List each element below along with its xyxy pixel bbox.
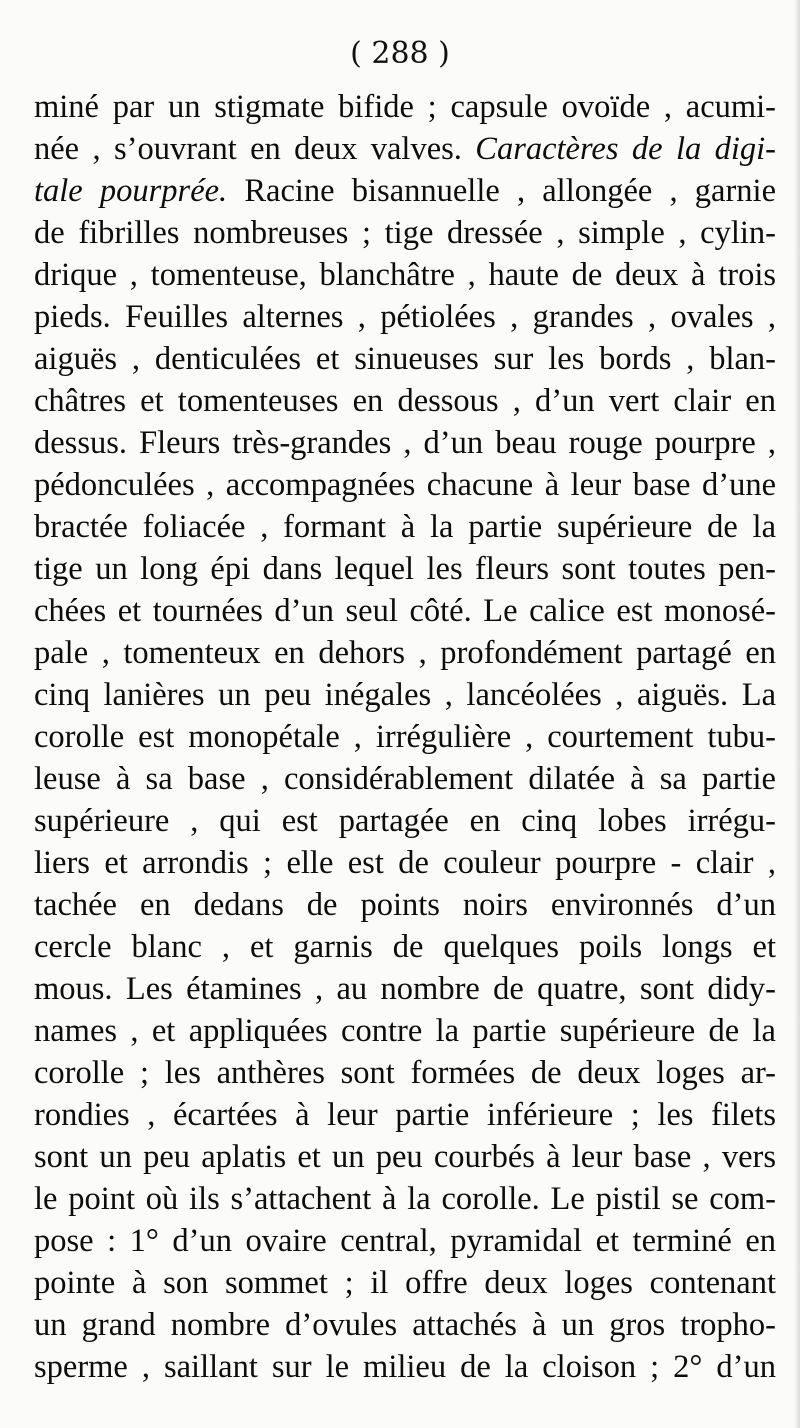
text-segment: drique , tomenteuse, blanchâtre , haute de deux à trois [34, 257, 776, 293]
text-line [34, 1010, 776, 1052]
text-segment: rondies , écartées à leur partie inférieure ; les filets [34, 1097, 776, 1133]
text-segment: names , et appliquées contre la partie supérieure de la [34, 1013, 776, 1049]
text-line [34, 1136, 776, 1178]
text-segment: Racine bisannuelle , allongée , garnie [227, 173, 776, 209]
text-line [34, 1304, 776, 1346]
text-segment: aiguës , denticulées et sinueuses sur les bords , blan- [34, 341, 776, 377]
text-segment: dessus. Fleurs très-grandes , d’un beau rouge pourpre , [34, 425, 776, 461]
text-line [34, 212, 776, 254]
text-segment: née , s’ouvrant en deux valves. [34, 131, 476, 167]
page-number: ( 288 ) [350, 36, 450, 71]
text-segment: corolle est monopétale , irrégulière , courtement tubu- [34, 719, 776, 755]
text-line [34, 842, 776, 884]
italic-text-segment: Caractères de la digi- [475, 131, 776, 167]
text-segment: liers et arrondis ; elle est de couleur pourpre - clair , [34, 845, 776, 881]
text-line [34, 464, 776, 506]
text-line [34, 380, 776, 422]
italic-text-segment: tale pourprée. [34, 173, 228, 209]
text-segment: supérieure , qui est partagée en cinq lobes irrégu- [34, 803, 776, 839]
text-line [34, 1262, 776, 1304]
text-line [34, 968, 776, 1010]
body-text [34, 86, 776, 1388]
text-segment: pieds. Feuilles alternes , pétiolées , grandes , ovales , [34, 299, 776, 335]
text-segment: le point où ils s’attachent à la corolle. Le pistil se com- [34, 1181, 776, 1217]
text-line [34, 296, 776, 338]
text-segment: mous. Les étamines , au nombre de quatre, sont didy- [34, 971, 776, 1007]
text-segment: tige un long épi dans lequel les fleurs sont toutes pen- [34, 551, 776, 587]
text-segment: cinq lanières un peu inégales , lancéolées , aiguës. La [34, 677, 776, 713]
text-line [34, 674, 776, 716]
text-line [34, 128, 776, 170]
text-segment: sperme , saillant sur le milieu de la cloison ; 2° d’un [34, 1349, 776, 1385]
text-line [34, 1052, 776, 1094]
text-line [34, 422, 776, 464]
text-line [34, 716, 776, 758]
text-line [34, 926, 776, 968]
text-segment: pose : 1° d’un ovaire central, pyramidal et terminé en [34, 1223, 776, 1259]
text-line [34, 254, 776, 296]
text-line [34, 506, 776, 548]
text-segment: un grand nombre d’ovules attachés à un gros tropho- [34, 1307, 776, 1343]
text-segment: pale , tomenteux en dehors , profondément partagé en [34, 635, 776, 671]
text-segment: pédonculées , accompagnées chacune à leur base d’une [34, 467, 776, 503]
text-line [34, 1094, 776, 1136]
text-segment: chées et tournées d’un seul côté. Le calice est monosé- [34, 593, 776, 629]
text-segment: sont un peu aplatis et un peu courbés à leur base , vers [34, 1139, 776, 1175]
text-line [34, 548, 776, 590]
text-segment: bractée foliacée , formant à la partie supérieure de la [34, 509, 776, 545]
text-line [34, 590, 776, 632]
text-segment: leuse à sa base , considérablement dilatée à sa partie [34, 761, 776, 797]
text-segment: pointe à son sommet ; il offre deux loges contenant [34, 1265, 776, 1301]
text-line [34, 884, 776, 926]
text-line [34, 170, 776, 212]
text-line [34, 338, 776, 380]
text-line [34, 1220, 776, 1262]
text-line [34, 800, 776, 842]
text-line [34, 86, 776, 128]
text-segment: miné par un stigmate bifide ; capsule ovoïde , acumi- [34, 89, 776, 125]
text-line [34, 758, 776, 800]
text-segment: châtres et tomenteuses en dessous , d’un vert clair en [34, 383, 776, 419]
text-line [34, 632, 776, 674]
text-segment: de fibrilles nombreuses ; tige dressée , simple , cylin- [34, 215, 776, 251]
text-line [34, 1178, 776, 1220]
text-line [34, 1346, 776, 1388]
page-edge-shadow [794, 0, 800, 1428]
text-segment: cercle blanc , et garnis de quelques poils longs et [34, 929, 776, 965]
text-segment: tachée en dedans de points noirs environnés d’un [34, 887, 776, 923]
text-segment: corolle ; les anthères sont formées de deux loges ar- [34, 1055, 776, 1091]
